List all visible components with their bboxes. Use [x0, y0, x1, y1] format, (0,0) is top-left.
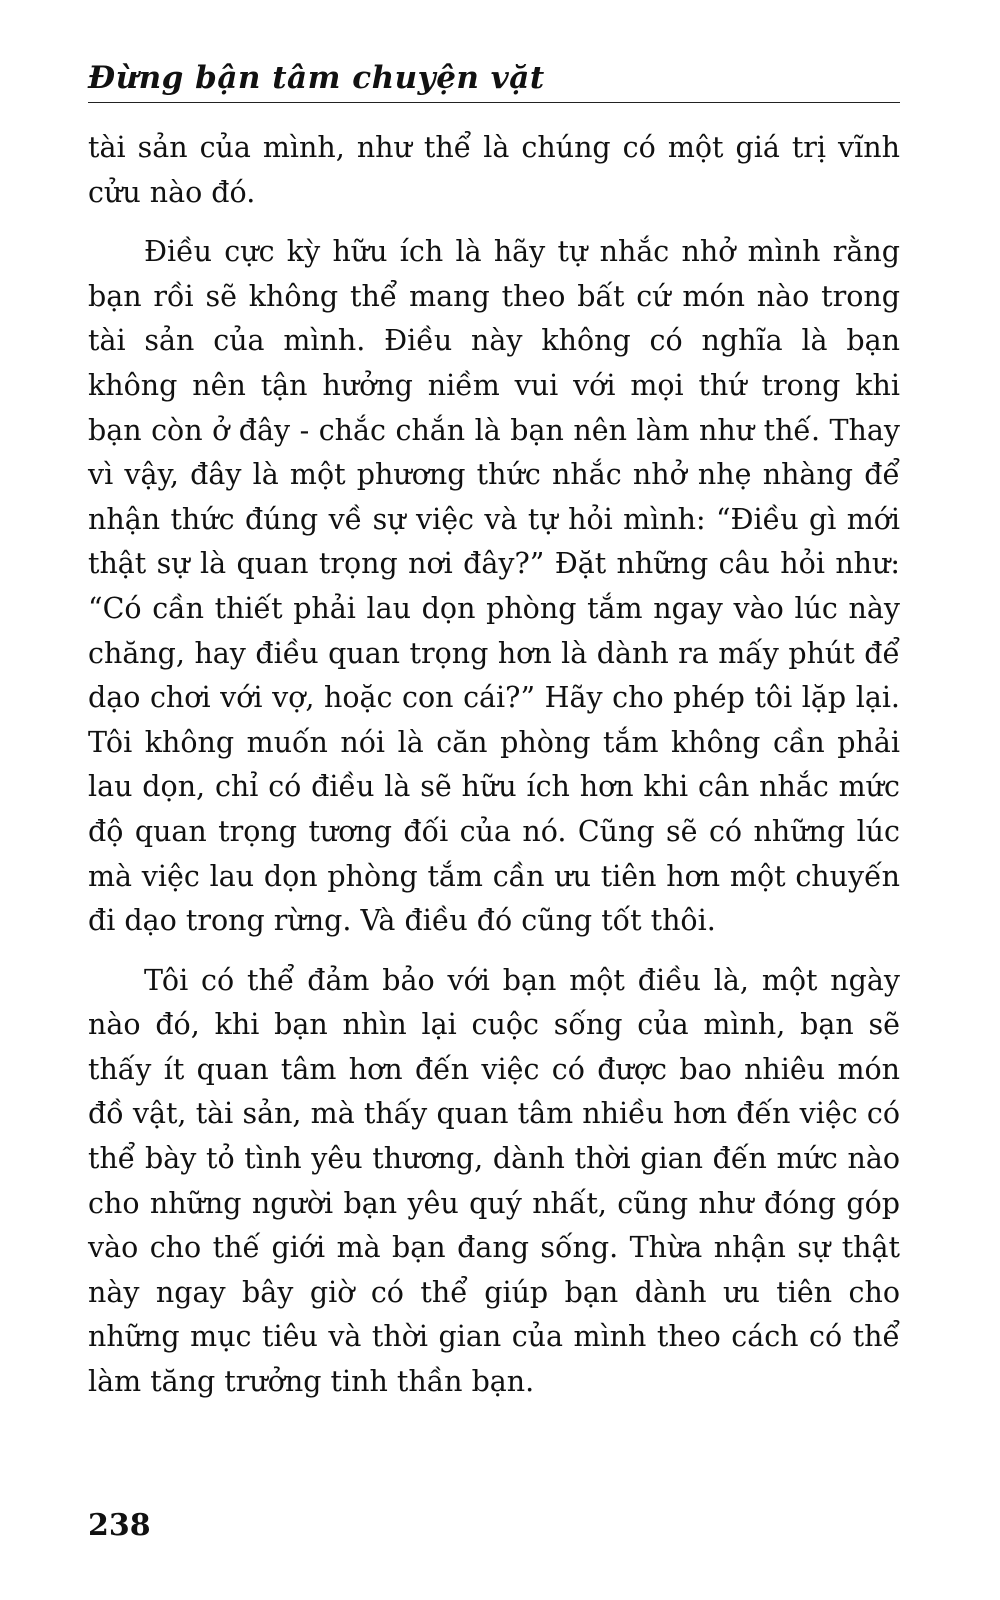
running-header: [88, 52, 900, 103]
body-text: [88, 126, 900, 1405]
paragraph: Điều cực kỳ hữu ích là hãy tự nhắc nhở mình rằng bạn rồi sẽ không thể mang theo bất cứ món nào trong tài sản của mình. Điều này không có nghĩa là bạn không nên tận hưởng niềm vui với mọi thứ trong khi bạn còn ở đây - chắc chắn là bạn nên làm như thế. Thay vì vậy, đây là một phương thức nhắc nhở nhẹ nhàng để nhận thức đúng về sự việc và tự hỏi mình: “Điều gì mới thật sự là quan trọng nơi đây?” Đặt những câu hỏi như: “Có cần thiết phải lau dọn phòng tắm ngay vào lúc này chăng, hay điều quan trọng hơn là dành ra mấy phút để dạo chơi với vợ, hoặc con cái?” Hãy cho phép tôi lặp lại. Tôi không muốn nói là căn phòng tắm không cần phải lau dọn, chỉ có điều là sẽ hữu ích hơn khi cân nhắc mức độ quan trọng tương đối của nó. Cũng sẽ có những lúc mà việc lau dọn phòng tắm cần ưu tiên hơn một chuyến đi dạo trong rừng. Và điều đó cũng tốt thôi.: [88, 235, 900, 938]
paragraph-continued: tài sản của mình, như thể là chúng có một giá trị vĩnh cửu nào đó.: [88, 131, 900, 209]
paragraph: Tôi có thể đảm bảo với bạn một điều là, một ngày nào đó, khi bạn nhìn lại cuộc sống của mình, bạn sẽ thấy ít quan tâm hơn đến việc có được bao nhiêu món đồ vật, tài sản, mà thấy quan tâm nhiều hơn đến việc có thể bày tỏ tình yêu thương, dành thời gian đến mức nào cho những người bạn yêu quý nhất, cũng như đóng góp vào cho thế giới mà bạn đang sống. Thừa nhận sự thật này ngay bây giờ có thể giúp bạn dành ưu tiên cho những mục tiêu và thời gian của mình theo cách có thể làm tăng trưởng tinh thần bạn.: [88, 963, 900, 1399]
page-number: 238: [88, 1508, 151, 1543]
book-title: Đừng bận tâm chuyện vặt: [88, 60, 545, 96]
